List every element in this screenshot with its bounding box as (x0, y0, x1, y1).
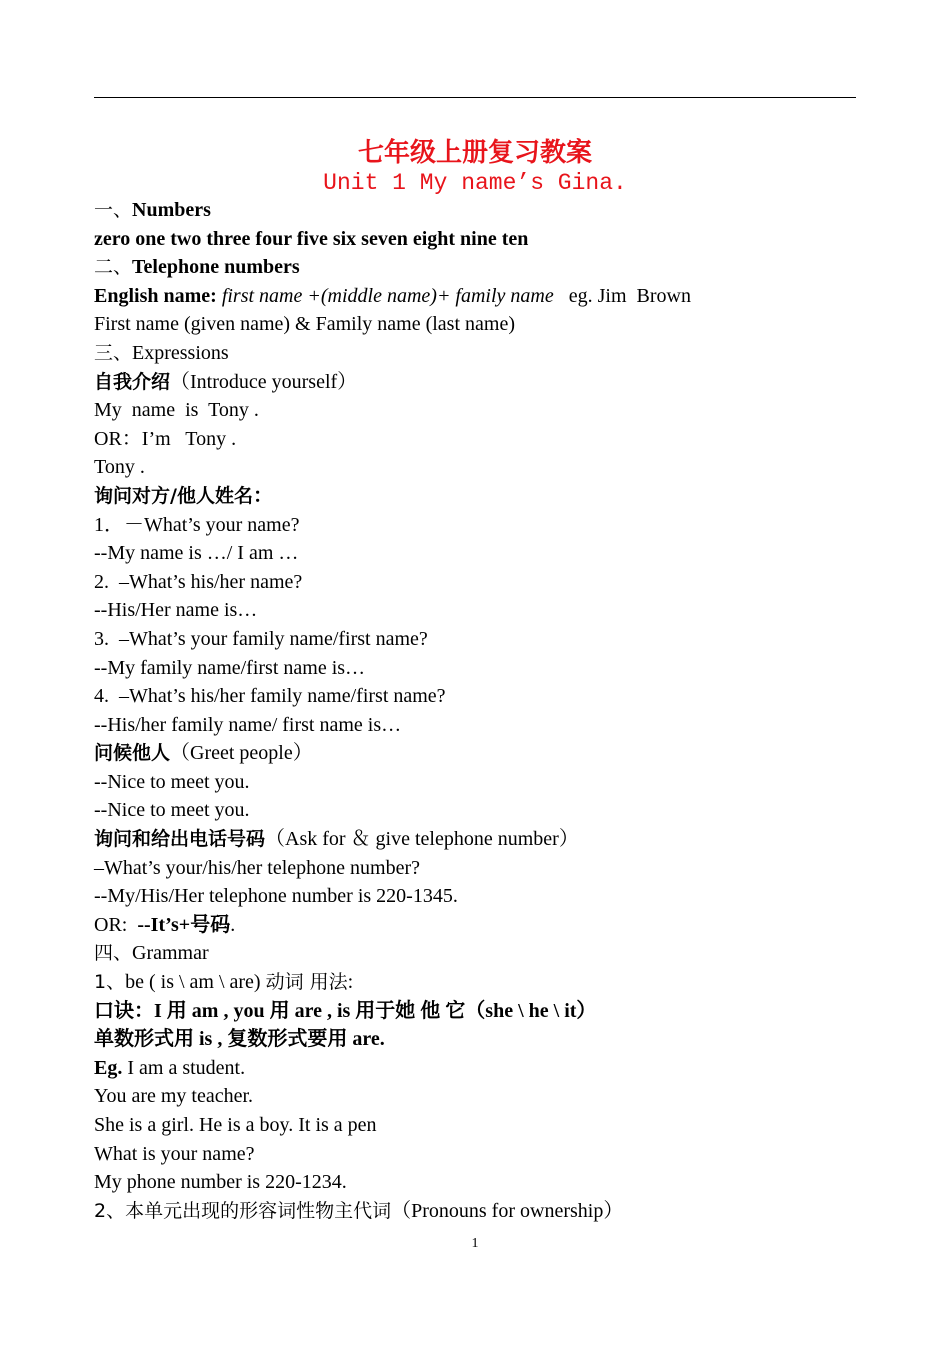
introduce-heading: 自我介绍（Introduce yourself） (94, 370, 358, 393)
greet-line: --Nice to meet you. (94, 770, 250, 793)
ask-line: --His/her family name/ first name is… (94, 713, 402, 736)
header-rule (94, 97, 856, 98)
example-line: What is your name? (94, 1142, 255, 1165)
ask-line: 2. –What’s his/her name? (94, 570, 303, 593)
telephone-line: –What’s your/his/her telephone number? (94, 856, 421, 879)
ask-line: 1．－What’s your name? (94, 513, 300, 536)
grammar-point-1: 1、be ( is \ am \ are) 动词 用法: (94, 971, 354, 994)
ask-line: --My name is …/ I am … (94, 542, 299, 565)
rule-line: 单数形式用 is , 复数形式要用 are. (94, 1028, 385, 1051)
example-line: Eg. I am a student. (94, 1056, 246, 1079)
telephone-line: --My/His/Her telephone number is 220-1345. (94, 885, 458, 908)
section-numbers-heading: 一、Numbers (94, 199, 211, 221)
page-number: 1 (471, 1236, 479, 1251)
telephone-heading: 询问和给出电话号码（Ask for ＆ give telephone number） (94, 828, 579, 851)
document-title-en: Unit 1 My name’s Gina. (323, 170, 627, 196)
intro-line: My name is Tony . (94, 399, 259, 422)
ask-line: 3. –What’s your family name/first name? (94, 627, 428, 650)
example-line: My phone number is 220-1234. (94, 1171, 347, 1194)
rule-line: 口诀：I 用 am , you 用 are , is 用于她 他 它（she \ he \ it） (94, 999, 597, 1022)
ask-name-heading: 询问对方/他人姓名： (94, 484, 273, 507)
example-line: You are my teacher. (94, 1085, 254, 1108)
ask-line: --My family name/first name is… (94, 656, 366, 679)
section-telephone-heading: 二、Telephone numbers (94, 256, 300, 279)
ask-line: 4. –What’s his/her family name/first name? (94, 685, 446, 708)
greet-heading: 问候他人（Greet people） (94, 742, 313, 765)
numbers-list: zero one two three four five six seven eight nine ten (94, 227, 529, 250)
intro-line: Tony . (94, 456, 145, 479)
section-expressions-heading: 三、Expressions (94, 341, 229, 364)
document-title-cn: 七年级上册复习教案 (357, 138, 592, 168)
document-body (94, 196, 874, 1225)
greet-line: --Nice to meet you. (94, 799, 250, 822)
ask-line: --His/Her name is… (94, 599, 258, 622)
telephone-or-line: OR: --It’s+号码. (94, 913, 236, 936)
first-name-line: First name (given name) & Family name (last name) (94, 313, 515, 336)
english-name-line: English name: first name +(middle name)+ family name eg. Jim Brown (94, 284, 691, 307)
example-line: She is a girl. He is a boy. It is a pen (94, 1114, 377, 1136)
section-grammar-heading: 四、Grammar (94, 942, 209, 965)
grammar-point-2: 2、本单元出现的形容词性物主代词（Pronouns for ownership） (94, 1199, 624, 1222)
intro-line: OR：I’m Tony . (94, 427, 237, 450)
